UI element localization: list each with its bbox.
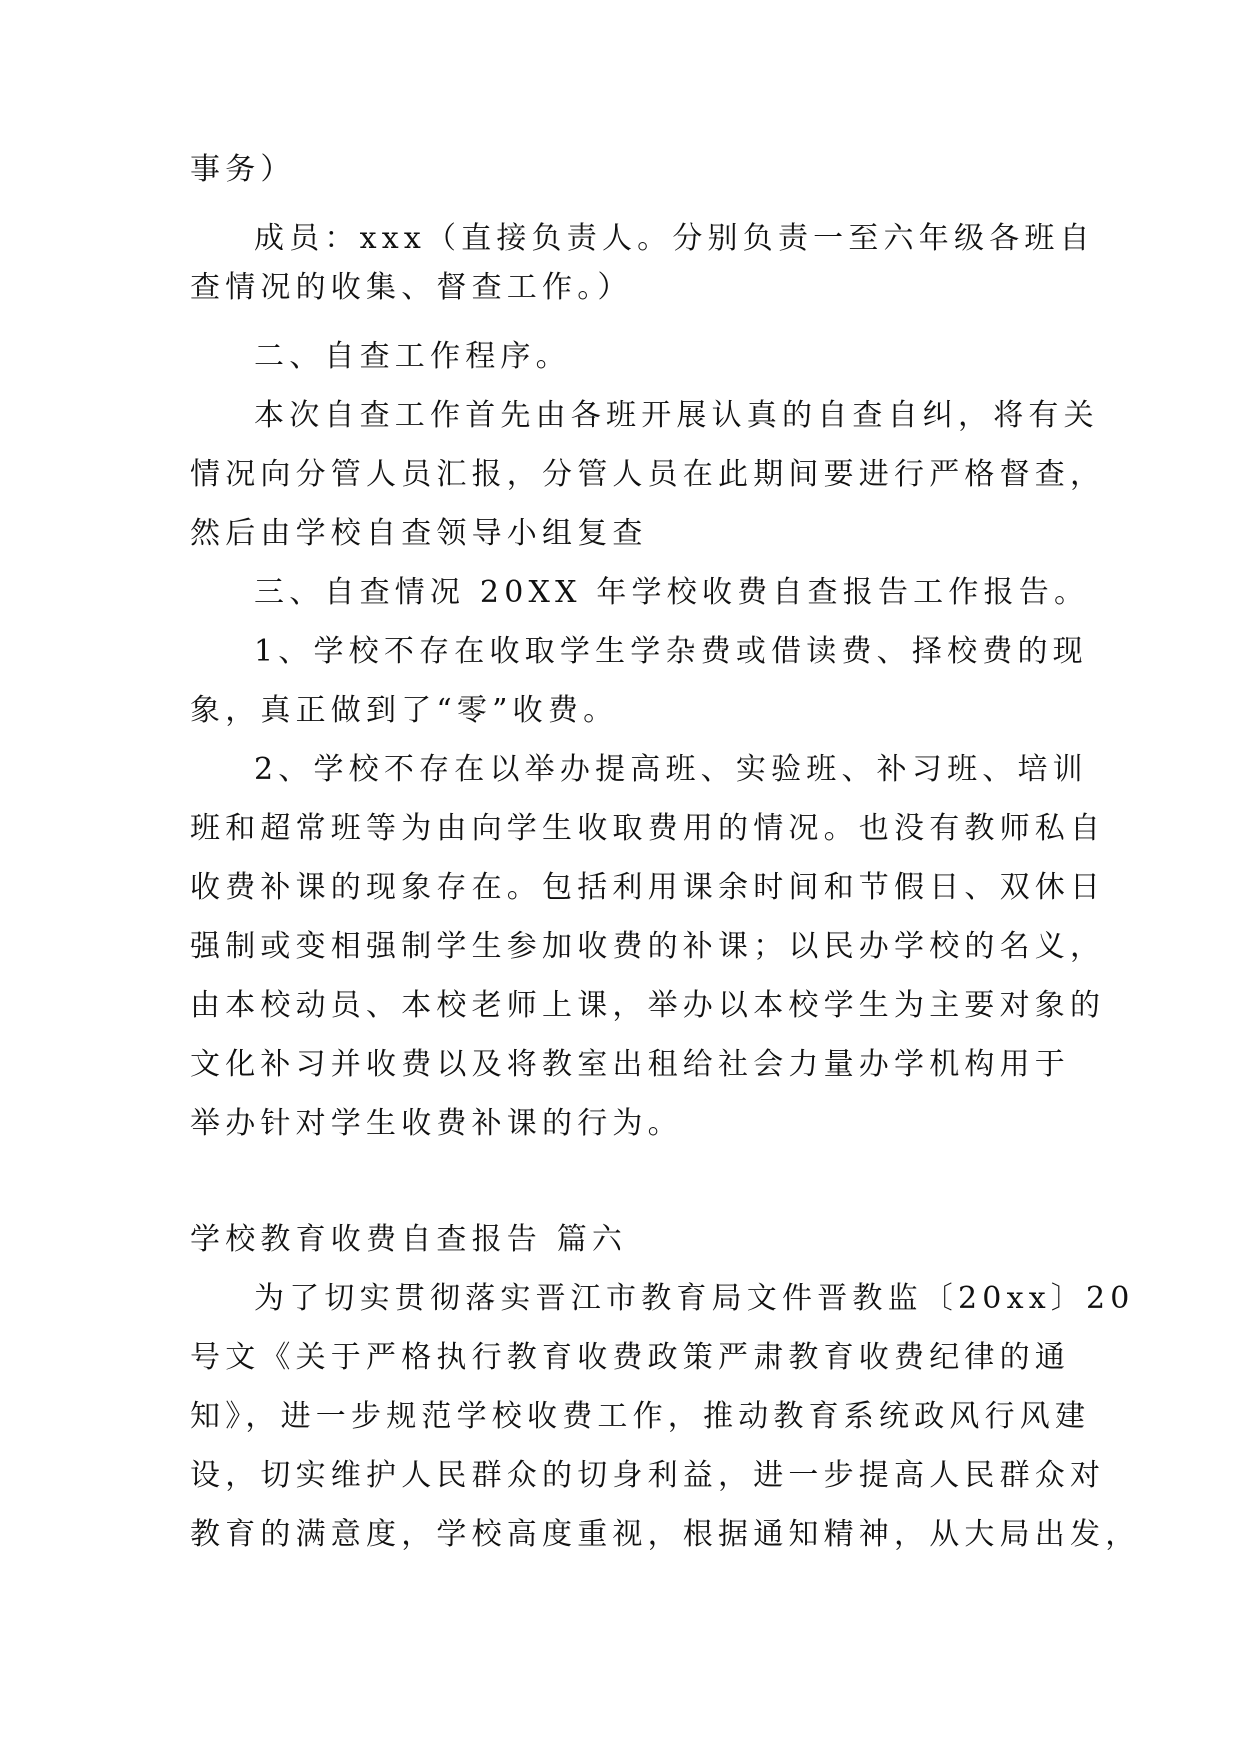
- text-line: 事务）: [190, 152, 296, 187]
- text-line: 举办针对学生收费补课的行为。: [190, 1106, 683, 1141]
- text-line: 1、学校不存在收取学生学杂费或借读费、择校费的现: [254, 634, 1088, 669]
- text-line: 设，切实维护人民群众的切身利益，进一步提高人民群众对: [190, 1458, 1106, 1493]
- text-line: 查情况的收集、督查工作。）: [190, 270, 633, 305]
- text-line: 然后由学校自查领导小组复查: [190, 516, 648, 551]
- text-line: 班和超常班等为由向学生收取费用的情况。也没有教师私自: [190, 811, 1106, 846]
- text-line: 成员：xxx（直接负责人。分别负责一至六年级各班自: [254, 221, 1095, 256]
- section-heading: 二、自查工作程序。: [254, 339, 571, 374]
- text-line: 知》，进一步规范学校收费工作，推动教育系统政风行风建: [190, 1399, 1091, 1434]
- text-line: 收费补课的现象存在。包括利用课余时间和节假日、双休日: [190, 870, 1106, 905]
- text-line: 文化补习并收费以及将教室出租给社会力量办学机构用于: [190, 1047, 1070, 1082]
- text-line: 本次自查工作首先由各班开展认真的自查自纠，将有关: [254, 398, 1099, 433]
- text-line: 由本校动员、本校老师上课，举办以本校学生为主要对象的: [190, 988, 1106, 1023]
- text-line: 情况向分管人员汇报，分管人员在此期间要进行严格督查，: [190, 457, 1106, 492]
- text-line: 象，真正做到了“零”收费。: [190, 693, 619, 728]
- text-line: 教育的满意度，学校高度重视，根据通知精神，从大局出发，: [190, 1517, 1141, 1552]
- text-line: 号文《关于严格执行教育收费政策严肃教育收费纪律的通: [190, 1340, 1070, 1375]
- text-line: 2、学校不存在以举办提高班、实验班、补习班、培训: [254, 752, 1088, 787]
- section-heading: 三、自查情况 20XX 年学校收费自查报告工作报告。: [254, 575, 1090, 610]
- text-line: 为了切实贯彻落实晋江市教育局文件晋教监〔20xx〕20: [254, 1281, 1135, 1316]
- article-title: 学校教育收费自查报告 篇六: [190, 1222, 628, 1257]
- text-line: 强制或变相强制学生参加收费的补课；以民办学校的名义，: [190, 929, 1106, 964]
